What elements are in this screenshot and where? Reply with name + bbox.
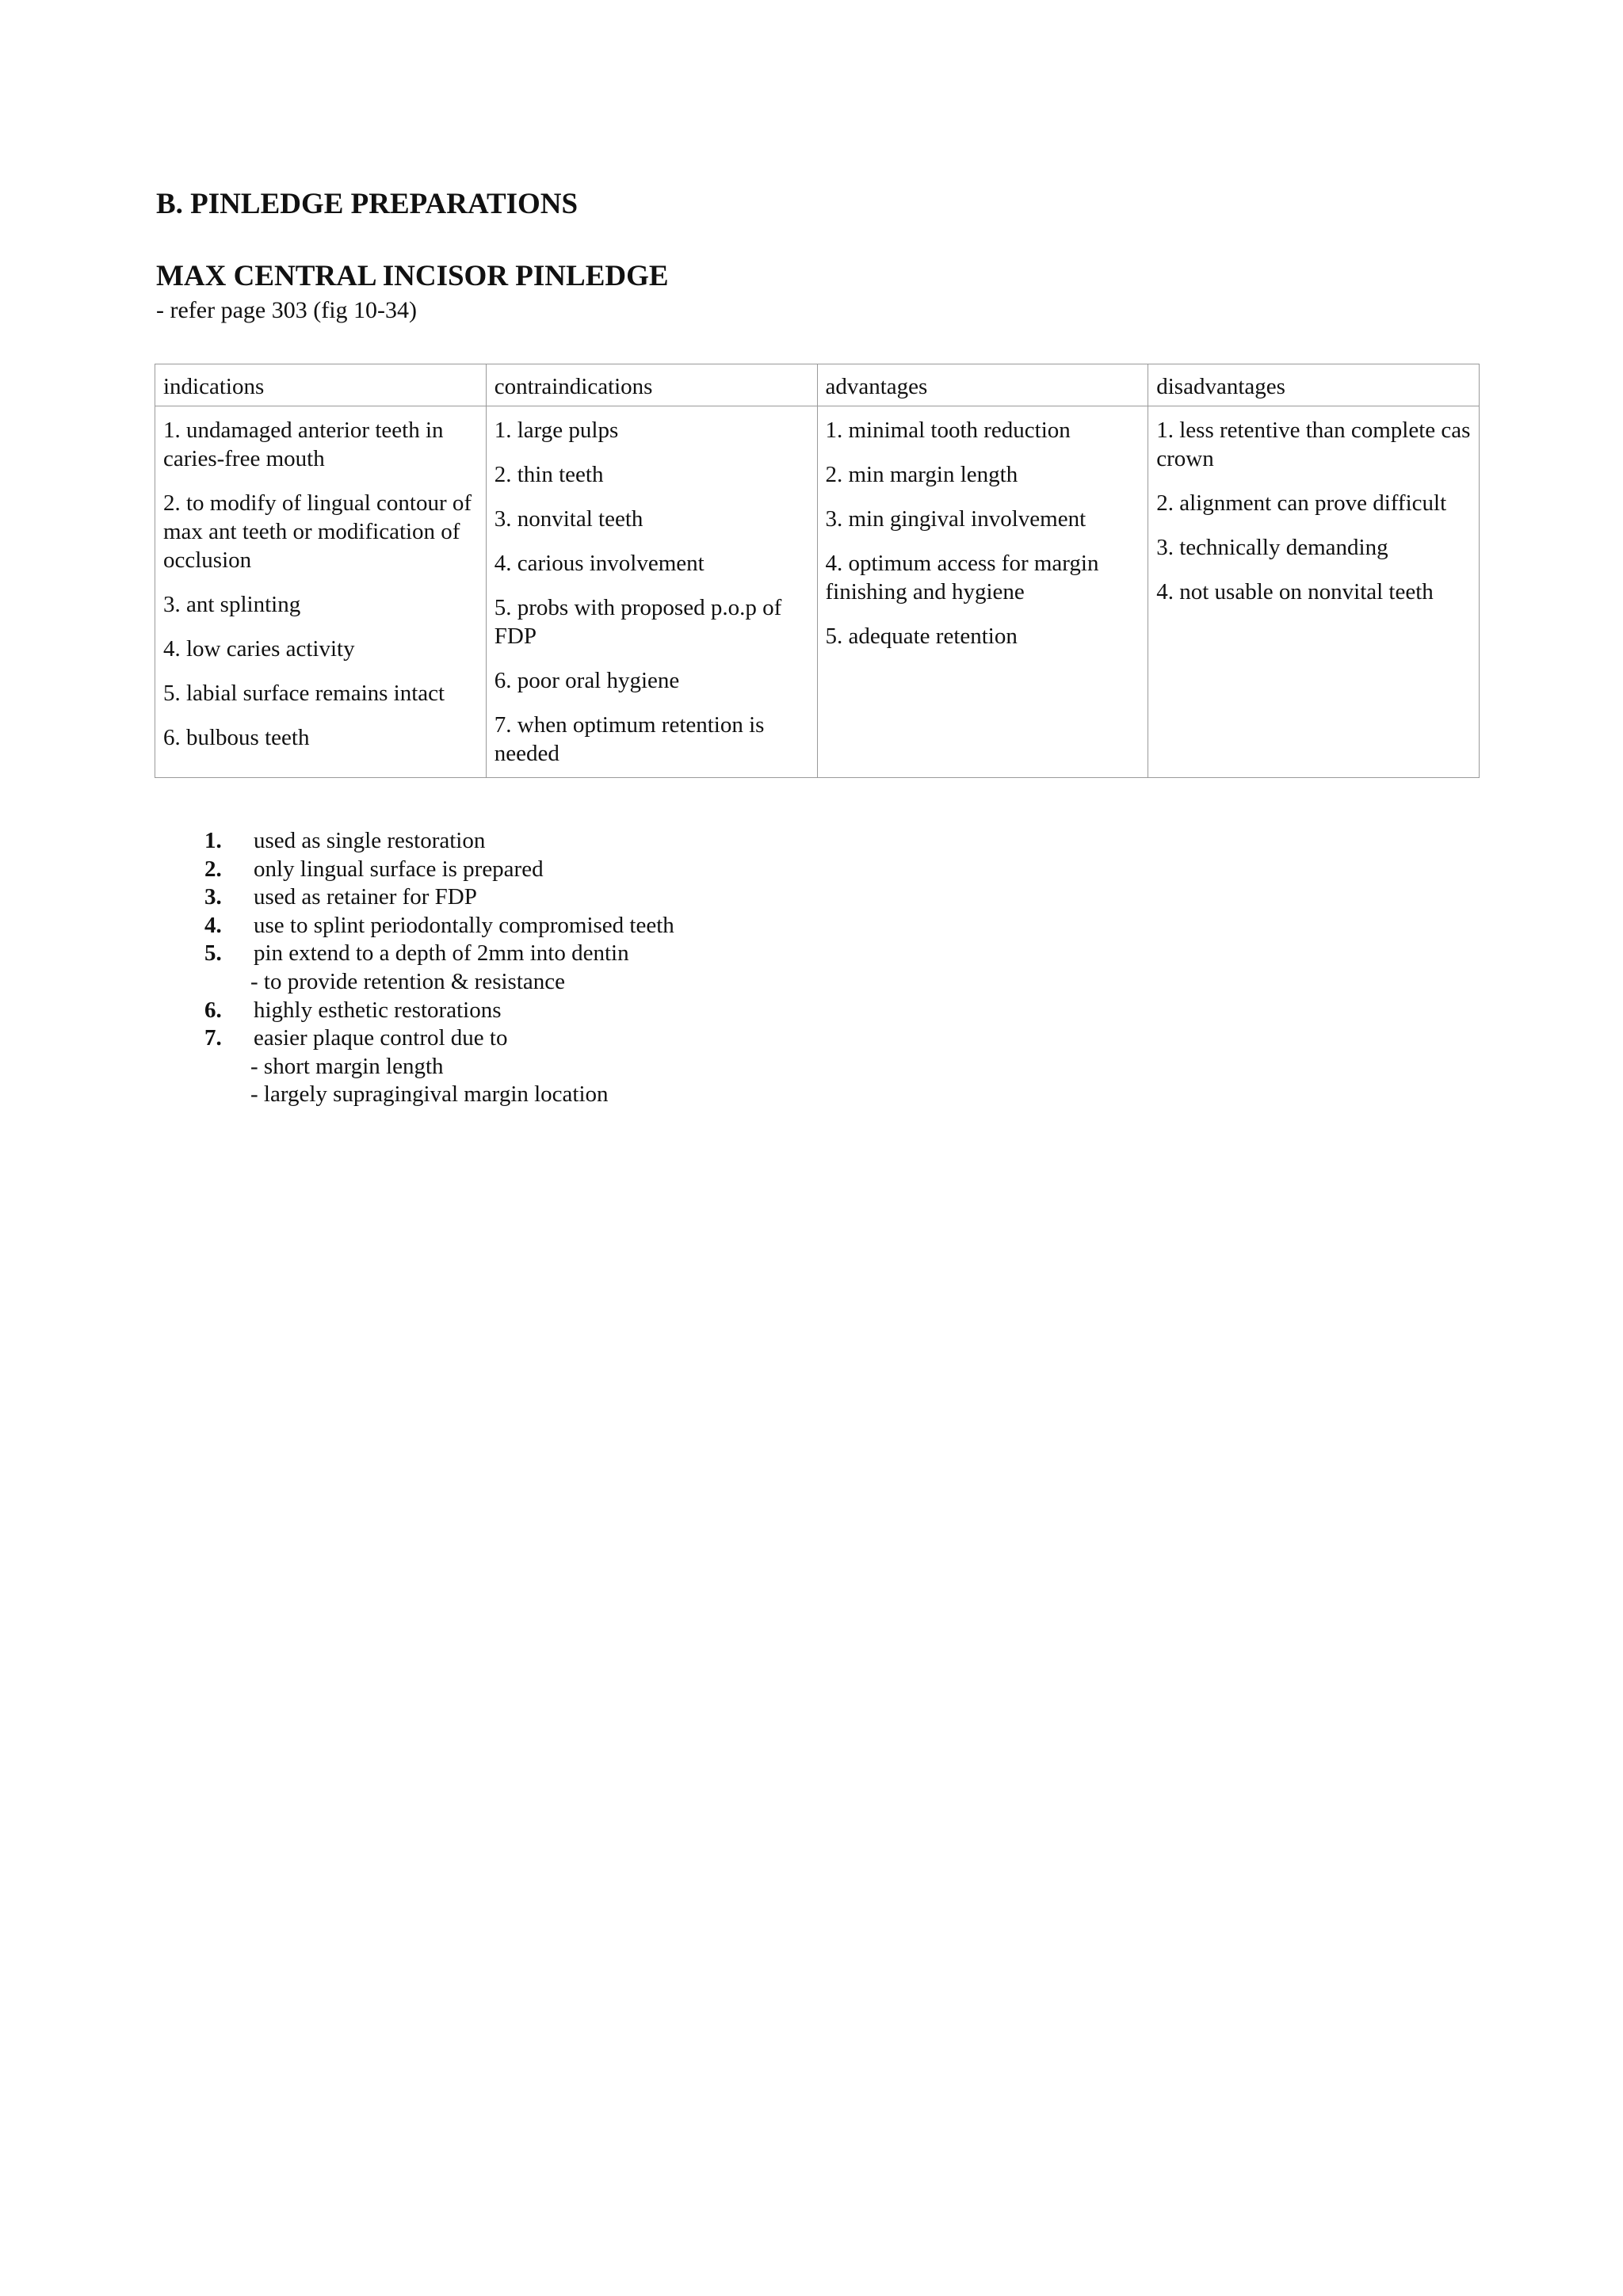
- header-contraindications: contraindications: [486, 364, 817, 406]
- contraindication-item: 5. probs with proposed p.o.p of FDP: [494, 595, 782, 649]
- note-body: [250, 1024, 1155, 1109]
- contraindication-item: 1. large pulps: [494, 418, 619, 443]
- contraindication-item: 6. poor oral hygiene: [494, 668, 680, 693]
- contraindications-cell: [486, 406, 817, 778]
- advantage-item: 2. min margin length: [825, 462, 1018, 487]
- header-disadvantages: disadvantages: [1148, 364, 1480, 406]
- disadvantage-item: 4. not usable on nonvital teeth: [1156, 579, 1434, 605]
- disadvantage-item: 3. technically demanding: [1156, 535, 1388, 560]
- page-reference: - refer page 303 (fig 10-34): [156, 297, 418, 323]
- disadvantage-item: 2. alignment can prove difficult: [1156, 490, 1447, 516]
- note-number: 4.: [204, 912, 222, 938]
- note-text: use to splint periodontally compromised teeth: [254, 912, 674, 938]
- note-body: [250, 940, 1155, 996]
- advantage-item: 3. min gingival involvement: [825, 506, 1086, 532]
- indication-item: 3. ant splinting: [163, 592, 301, 617]
- note-number: 6.: [204, 997, 222, 1023]
- note-item: [204, 940, 1155, 996]
- notes-list: [204, 827, 1155, 1109]
- note-subitem: - short margin length: [250, 1053, 444, 1079]
- indication-item: 2. to modify of lingual contour of max ant teeth or modification of occlusion: [163, 490, 472, 573]
- note-subitem: - to provide retention & resistance: [250, 968, 566, 994]
- indication-item: 6. bulbous teeth: [163, 725, 310, 750]
- contraindication-item: 3. nonvital teeth: [494, 506, 643, 532]
- note-item: [204, 883, 1155, 912]
- note-number: 1.: [204, 828, 222, 853]
- advantages-cell: [817, 406, 1148, 778]
- disadvantage-item: 1. less retentive than complete cas crown: [1156, 418, 1471, 471]
- pinledge-table: [155, 364, 1480, 778]
- header-advantages: advantages: [817, 364, 1148, 406]
- indication-item: 1. undamaged anterior teeth in caries-free mouth: [163, 418, 444, 471]
- note-number: 3.: [204, 884, 222, 910]
- indication-item: 5. labial surface remains intact: [163, 681, 445, 706]
- note-text: used as retainer for FDP: [254, 884, 477, 910]
- note-item: [204, 912, 1155, 940]
- contraindication-item: 2. thin teeth: [494, 462, 604, 487]
- disadvantages-cell: [1148, 406, 1480, 778]
- advantage-item: 1. minimal tooth reduction: [825, 418, 1071, 443]
- note-text: highly esthetic restorations: [254, 997, 502, 1023]
- subtitle: MAX CENTRAL INCISOR PINLEDGE: [156, 260, 669, 292]
- indications-cell: [155, 406, 487, 778]
- note-text: only lingual surface is prepared: [254, 856, 544, 882]
- note-text: used as single restoration: [254, 828, 486, 853]
- note-item: [204, 997, 1155, 1025]
- indication-item: 4. low caries activity: [163, 636, 355, 662]
- table-row: [155, 406, 1480, 778]
- table-header-row: [155, 364, 1480, 406]
- note-text: easier plaque control due to: [254, 1025, 508, 1051]
- contraindication-item: 4. carious involvement: [494, 551, 705, 576]
- header-indications: indications: [155, 364, 487, 406]
- note-subitem: - largely supragingival margin location: [250, 1081, 609, 1108]
- section-title: B. PINLEDGE PREPARATIONS: [156, 188, 579, 220]
- note-text: pin extend to a depth of 2mm into dentin: [254, 940, 629, 967]
- advantage-item: 4. optimum access for margin finishing and hygiene: [825, 551, 1099, 605]
- contraindication-item: 7. when optimum retention is needed: [494, 712, 765, 766]
- note-item: [204, 1024, 1155, 1109]
- note-item: [204, 856, 1155, 884]
- note-number: 5.: [204, 940, 222, 967]
- note-number: 2.: [204, 856, 222, 882]
- note-item: [204, 827, 1155, 856]
- advantage-item: 5. adequate retention: [825, 624, 1018, 649]
- note-number: 7.: [204, 1025, 222, 1051]
